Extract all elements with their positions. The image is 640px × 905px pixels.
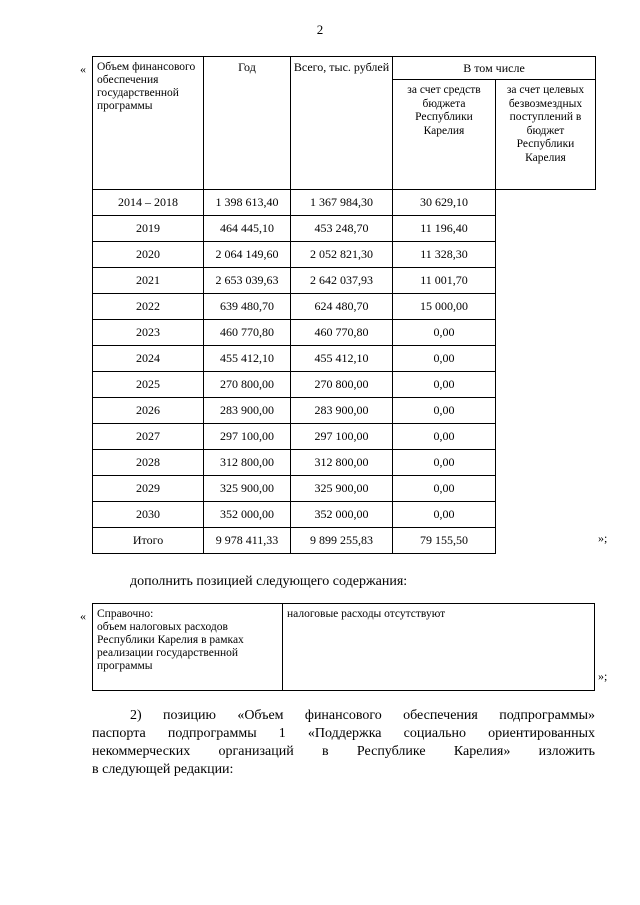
year-cell: 2022	[93, 294, 204, 320]
year-cell: 2030	[93, 502, 204, 528]
table-row	[93, 502, 596, 528]
targeted-cell: 0,00	[393, 476, 496, 502]
table-row	[93, 216, 596, 242]
total-cell: 297 100,00	[204, 424, 291, 450]
budget-cell: 1 367 984,30	[291, 190, 393, 216]
targeted-cell: 0,00	[393, 320, 496, 346]
budget-cell: 2 642 037,93	[291, 268, 393, 294]
table-row	[93, 398, 596, 424]
table-row	[93, 294, 596, 320]
year-cell: 2014 – 2018	[93, 190, 204, 216]
tax-label-text: объем налоговых расходов Республики Карелия в рамках реализации государственной программы	[97, 621, 244, 672]
table-row	[93, 528, 596, 554]
total-header: Всего, тыс. рублей	[291, 57, 393, 190]
year-cell: 2023	[93, 320, 204, 346]
year-cell: Итого	[93, 528, 204, 554]
table-row	[93, 268, 596, 294]
year-cell: 2028	[93, 450, 204, 476]
targeted-cell: 0,00	[393, 398, 496, 424]
year-cell: 2027	[93, 424, 204, 450]
targeted-cell: 0,00	[393, 450, 496, 476]
total-cell: 464 445,10	[204, 216, 291, 242]
budget-header: за счет средств бюджета Республики Карелия	[393, 80, 496, 190]
table-row	[93, 450, 596, 476]
total-cell: 455 412,10	[204, 346, 291, 372]
budget-cell: 460 770,80	[291, 320, 393, 346]
page-number: 2	[316, 22, 324, 37]
budget-cell: 352 000,00	[291, 502, 393, 528]
budget-cell: 2 052 821,30	[291, 242, 393, 268]
budget-cell: 455 412,10	[291, 346, 393, 372]
year-header: Год	[204, 57, 291, 190]
financing-table	[92, 56, 596, 554]
total-cell: 1 398 613,40	[204, 190, 291, 216]
table-row	[93, 320, 596, 346]
total-cell: 312 800,00	[204, 450, 291, 476]
total-cell: 2 653 039,63	[204, 268, 291, 294]
tax-label-cell	[93, 604, 283, 691]
tax-label-heading: Справочно:	[97, 608, 154, 620]
table-row	[93, 476, 596, 502]
targeted-cell: 0,00	[393, 346, 496, 372]
budget-cell: 9 899 255,83	[291, 528, 393, 554]
total-cell: 639 480,70	[204, 294, 291, 320]
budget-cell: 624 480,70	[291, 294, 393, 320]
table-row	[93, 346, 596, 372]
opening-quote-1: «	[80, 62, 86, 76]
budget-cell: 297 100,00	[291, 424, 393, 450]
closing-quote-1: »;	[598, 531, 608, 545]
budget-cell: 270 800,00	[291, 372, 393, 398]
targeted-cell: 0,00	[393, 372, 496, 398]
targeted-cell: 0,00	[393, 424, 496, 450]
paragraph-line-4: в следующей редакции:	[92, 762, 234, 777]
targeted-cell: 11 328,30	[393, 242, 496, 268]
year-cell: 2019	[93, 216, 204, 242]
total-cell: 283 900,00	[204, 398, 291, 424]
targeted-header: за счет целевых безвозмездных поступлений в бюджет Республики Карелия	[496, 80, 596, 190]
row-label-cell: Объем финансового обеспечения государственной программы	[93, 57, 204, 190]
total-cell: 460 770,80	[204, 320, 291, 346]
budget-cell: 325 900,00	[291, 476, 393, 502]
table-row	[93, 242, 596, 268]
total-cell: 352 000,00	[204, 502, 291, 528]
budget-cell: 453 248,70	[291, 216, 393, 242]
year-cell: 2020	[93, 242, 204, 268]
table-row	[93, 372, 596, 398]
targeted-cell: 15 000,00	[393, 294, 496, 320]
total-cell: 2 064 149,60	[204, 242, 291, 268]
targeted-cell: 30 629,10	[393, 190, 496, 216]
total-cell: 9 978 411,33	[204, 528, 291, 554]
budget-cell: 312 800,00	[291, 450, 393, 476]
year-cell: 2025	[93, 372, 204, 398]
targeted-cell: 0,00	[393, 502, 496, 528]
paragraph-line-3: некоммерческих организаций в Республике Карелия» изложить	[92, 744, 595, 759]
closing-quote-2: »;	[598, 669, 608, 683]
opening-quote-2: «	[80, 609, 86, 623]
targeted-cell: 79 155,50	[393, 528, 496, 554]
year-cell: 2029	[93, 476, 204, 502]
year-cell: 2026	[93, 398, 204, 424]
targeted-cell: 11 196,40	[393, 216, 496, 242]
table-row	[93, 424, 596, 450]
paragraph-line-1: 2) позицию «Объем финансового обеспечения подпрограммы»	[130, 708, 595, 723]
total-cell: 270 800,00	[204, 372, 291, 398]
targeted-cell: 11 001,70	[393, 268, 496, 294]
year-cell: 2024	[93, 346, 204, 372]
paragraph-line-2: паспорта подпрограммы 1 «Поддержка социально ориентированных	[92, 726, 595, 741]
total-cell: 325 900,00	[204, 476, 291, 502]
table-row	[93, 190, 596, 216]
amendment-paragraph: дополнить позицией следующего содержания:	[130, 574, 408, 589]
tax-expenditure-table	[92, 603, 595, 691]
year-cell: 2021	[93, 268, 204, 294]
including-header: В том числе	[393, 57, 596, 80]
subprogram-paragraph	[92, 707, 595, 779]
budget-cell: 283 900,00	[291, 398, 393, 424]
tax-value-cell: налоговые расходы отсутствуют	[283, 604, 595, 691]
